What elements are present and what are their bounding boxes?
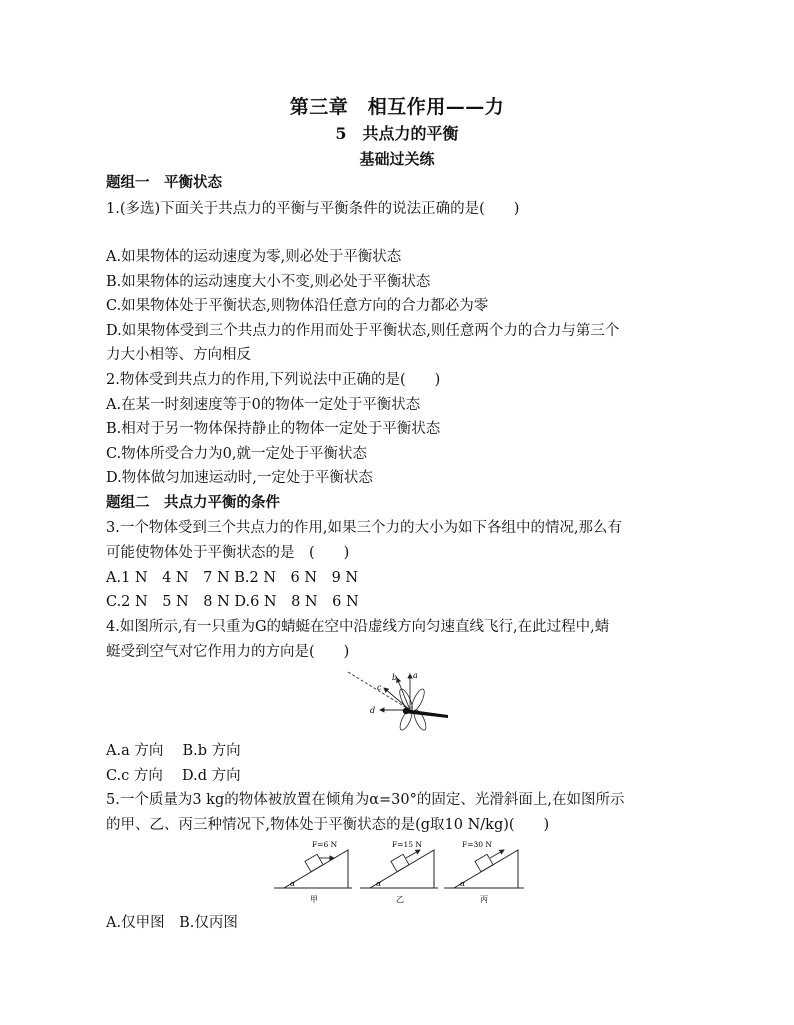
dragonfly-figure [340, 668, 452, 734]
q3-stem-line1: 3.一个物体受到三个共点力的作用,如果三个力的大小为如下各组中的情况,那么有 [106, 520, 623, 536]
angle-label-jia: α [290, 879, 296, 888]
q2-option-b: B.相对于另一物体保持静止的物体一定处于平衡状态 [106, 421, 441, 437]
q1-stem: 1.(多选)下面关于共点力的平衡与平衡条件的说法正确的是( ) [106, 201, 520, 217]
q5-stem-line1: 5.一个质量为3 kg的物体被放置在倾角为α=30°的固定、光滑斜面上,在如图所示 [106, 792, 625, 808]
q2-stem: 2.物体受到共点力的作用,下列说法中正确的是( ) [106, 372, 441, 388]
q2-option-a: A.在某一时刻速度等于0的物体一定处于平衡状态 [106, 397, 421, 413]
q2-option-c: C.物体所受合力为0,就一定处于平衡状态 [106, 446, 368, 462]
q1-option-d-line1: D.如果物体受到三个共点力的作用而处于平衡状态,则任意两个力的合力与第三个 [106, 323, 620, 339]
q3-options-ab: A.1 N 4 N 7 N B.2 N 6 N 9 N [106, 570, 359, 586]
force-label-bing: F=30 N [462, 840, 492, 849]
q4-options-cd: C.c 方向 D.d 方向 [106, 768, 241, 784]
dragonfly-icon [397, 687, 448, 731]
q1-option-b: B.如果物体的运动速度大小不变,则必处于平衡状态 [106, 274, 431, 290]
q1-option-a: A.如果物体的运动速度为零,则必处于平衡状态 [106, 249, 402, 265]
chapter-title: 第三章 相互作用——力 [289, 96, 505, 118]
incline-figures [272, 836, 532, 906]
q5-options-ab: A.仅甲图 B.仅丙图 [106, 915, 238, 931]
caption-yi: 乙 [396, 895, 404, 904]
caption-bing: 丙 [480, 895, 488, 904]
incline-figure-jia [274, 840, 352, 904]
incline-figure-bing [444, 840, 524, 904]
q2-option-d: D.物体做匀加速运动时,一定处于平衡状态 [106, 470, 373, 486]
q3-stem-line2: 可能使物体处于平衡状态的是 ( ) [106, 545, 350, 561]
angle-label-bing: α [460, 879, 466, 888]
group1-heading: 题组一 平衡状态 [106, 174, 222, 191]
q1-option-c: C.如果物体处于平衡状态,则物体沿任意方向的合力都必为零 [106, 298, 489, 314]
arrow-c [384, 688, 410, 710]
q4-options-ab: A.a 方向 B.b 方向 [106, 743, 241, 759]
section-title: 5 共点力的平衡 [335, 124, 459, 143]
q3-options-cd: C.2 N 5 N 8 N D.6 N 8 N 6 N [106, 594, 359, 610]
q4-stem-line1: 4.如图所示,有一只重为G的蜻蜓在空中沿虚线方向匀速直线飞行,在此过程中,蜻 [106, 619, 610, 635]
group2-heading: 题组二 共点力平衡的条件 [106, 494, 280, 511]
label-c: c [377, 683, 382, 692]
q4-stem-line2: 蜓受到空气对它作用力的方向是( ) [106, 644, 350, 660]
incline-figure-yi [360, 840, 438, 904]
force-label-yi: F=15 N [392, 840, 422, 849]
arrow-b [397, 678, 410, 710]
label-d: d [370, 706, 376, 715]
label-a: a [413, 671, 418, 680]
force-arrow-bing [490, 850, 504, 858]
angle-label-yi: α [376, 879, 382, 888]
caption-jia: 甲 [310, 895, 318, 904]
force-label-jia: F=6 N [312, 840, 338, 849]
label-b: b [392, 673, 398, 682]
q5-stem-line2: 的甲、乙、丙三种情况下,物体处于平衡状态的是(g取10 N/kg)( ) [106, 817, 550, 833]
force-arrow-yi [406, 850, 420, 858]
exercise-subtitle: 基础过关练 [359, 150, 435, 168]
q1-option-d-line2: 力大小相等、方向相反 [106, 347, 251, 363]
